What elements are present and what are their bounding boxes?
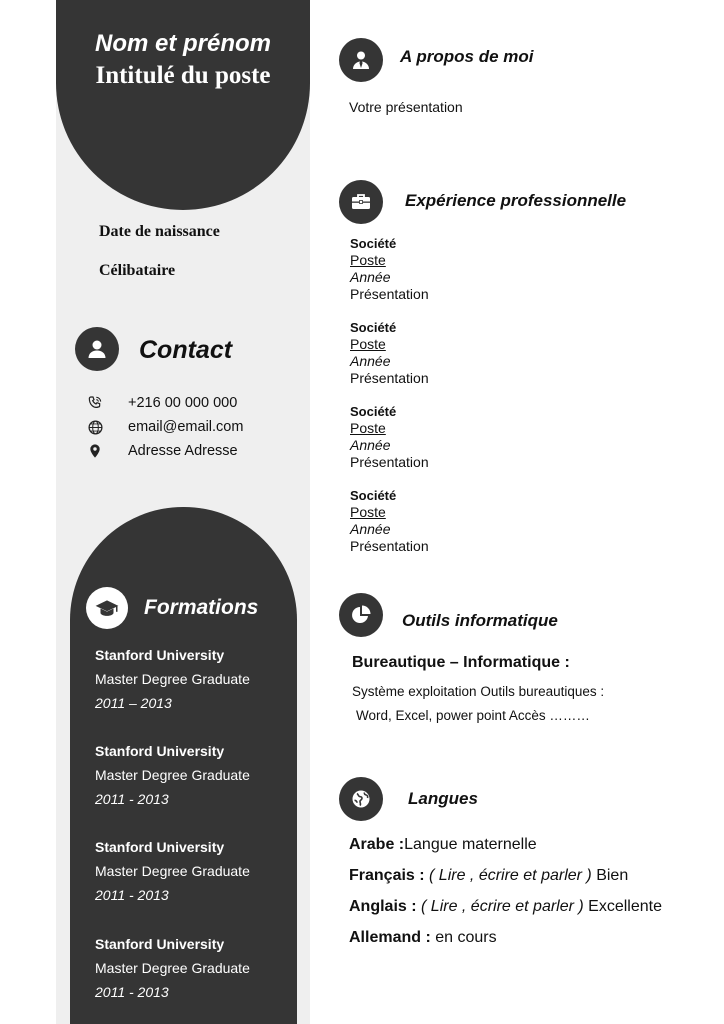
- contact-email: [86, 417, 244, 437]
- language-level: Bien: [591, 867, 629, 884]
- briefcase-icon: [339, 180, 383, 224]
- about-text: Votre présentation: [349, 99, 463, 115]
- experience-description: Présentation: [350, 454, 429, 470]
- education-years: 2011 - 2013: [95, 887, 169, 903]
- experience-company: Société: [350, 488, 397, 503]
- user-icon: [75, 327, 119, 371]
- education-item: [95, 932, 250, 1004]
- address-text: Adresse Adresse: [128, 443, 238, 459]
- birth-date: Date de naissance: [99, 223, 220, 240]
- education-degree: Master Degree Graduate: [95, 960, 250, 976]
- language-item: [349, 867, 628, 885]
- education-school: Stanford University: [95, 936, 225, 952]
- experience-description: Présentation: [350, 538, 429, 554]
- full-name: Nom et prénom: [94, 30, 271, 57]
- language-item: [349, 898, 662, 916]
- education-years: 2011 - 2013: [95, 984, 169, 1000]
- tools-line: Système exploitation Outils bureautiques :: [352, 684, 605, 699]
- language-item: [349, 836, 537, 854]
- education-degree: Master Degree Graduate: [95, 671, 250, 687]
- education-years: 2011 - 2013: [95, 791, 169, 807]
- contact-title: Contact: [139, 336, 233, 364]
- map-pin-icon: [86, 442, 104, 460]
- language-level: Langue maternelle: [404, 836, 537, 853]
- contact-address: [86, 441, 238, 461]
- formations-title: Formations: [144, 596, 259, 619]
- experience-position: Poste: [350, 420, 386, 436]
- experience-company: Société: [350, 236, 397, 251]
- education-school: Stanford University: [95, 743, 225, 759]
- about-title: A propos de moi: [400, 47, 534, 66]
- language-name: Arabe :: [349, 836, 405, 853]
- education-item: [95, 739, 250, 811]
- pie-chart-icon: [339, 593, 383, 637]
- experience-year: Année: [350, 437, 391, 453]
- education-degree: Master Degree Graduate: [95, 767, 250, 783]
- user-tie-icon: [339, 38, 383, 82]
- experience-year: Année: [350, 353, 391, 369]
- experience-position: Poste: [350, 252, 386, 268]
- experience-description: Présentation: [350, 286, 429, 302]
- experience-item: [350, 487, 429, 555]
- globe-icon: [339, 777, 383, 821]
- education-years: 2011 – 2013: [95, 695, 172, 711]
- contact-phone: [86, 393, 238, 413]
- education-item: [95, 835, 250, 907]
- education-school: Stanford University: [95, 839, 225, 855]
- experience-year: Année: [350, 521, 391, 537]
- experience-title: Expérience professionnelle: [405, 191, 627, 210]
- globe-at-icon: [86, 418, 104, 436]
- language-item: [349, 929, 497, 947]
- language-name: Anglais :: [349, 898, 422, 915]
- tools-heading: Bureautique – Informatique :: [352, 654, 570, 671]
- experience-description: Présentation: [350, 370, 429, 386]
- language-level: Excellente: [583, 898, 662, 915]
- experience-item: [350, 235, 429, 303]
- experience-year: Année: [350, 269, 391, 285]
- email-address: email@email.com: [128, 419, 244, 435]
- experience-company: Société: [350, 320, 397, 335]
- experience-item: [350, 403, 429, 471]
- language-level: en cours: [435, 929, 497, 946]
- experience-position: Poste: [350, 336, 386, 352]
- phone-icon: [86, 394, 104, 412]
- language-name: Allemand :: [349, 929, 436, 946]
- experience-position: Poste: [350, 504, 386, 520]
- education-item: [95, 643, 250, 715]
- tools-title: Outils informatique: [402, 611, 558, 630]
- marital-status: Célibataire: [99, 262, 176, 279]
- experience-item: [350, 319, 429, 387]
- job-title: Intitulé du poste: [95, 62, 271, 89]
- graduation-cap-icon: [86, 587, 128, 629]
- tools-line: Word, Excel, power point Accès ………: [356, 708, 590, 723]
- languages-title: Langues: [408, 789, 478, 808]
- phone-number: +216 00 000 000: [128, 395, 238, 411]
- experience-company: Société: [350, 404, 397, 419]
- education-degree: Master Degree Graduate: [95, 863, 250, 879]
- education-school: Stanford University: [95, 647, 225, 663]
- language-detail: ( Lire , écrire et parler ): [429, 867, 592, 884]
- language-detail: ( Lire , écrire et parler ): [421, 898, 584, 915]
- language-name: Français :: [349, 867, 430, 884]
